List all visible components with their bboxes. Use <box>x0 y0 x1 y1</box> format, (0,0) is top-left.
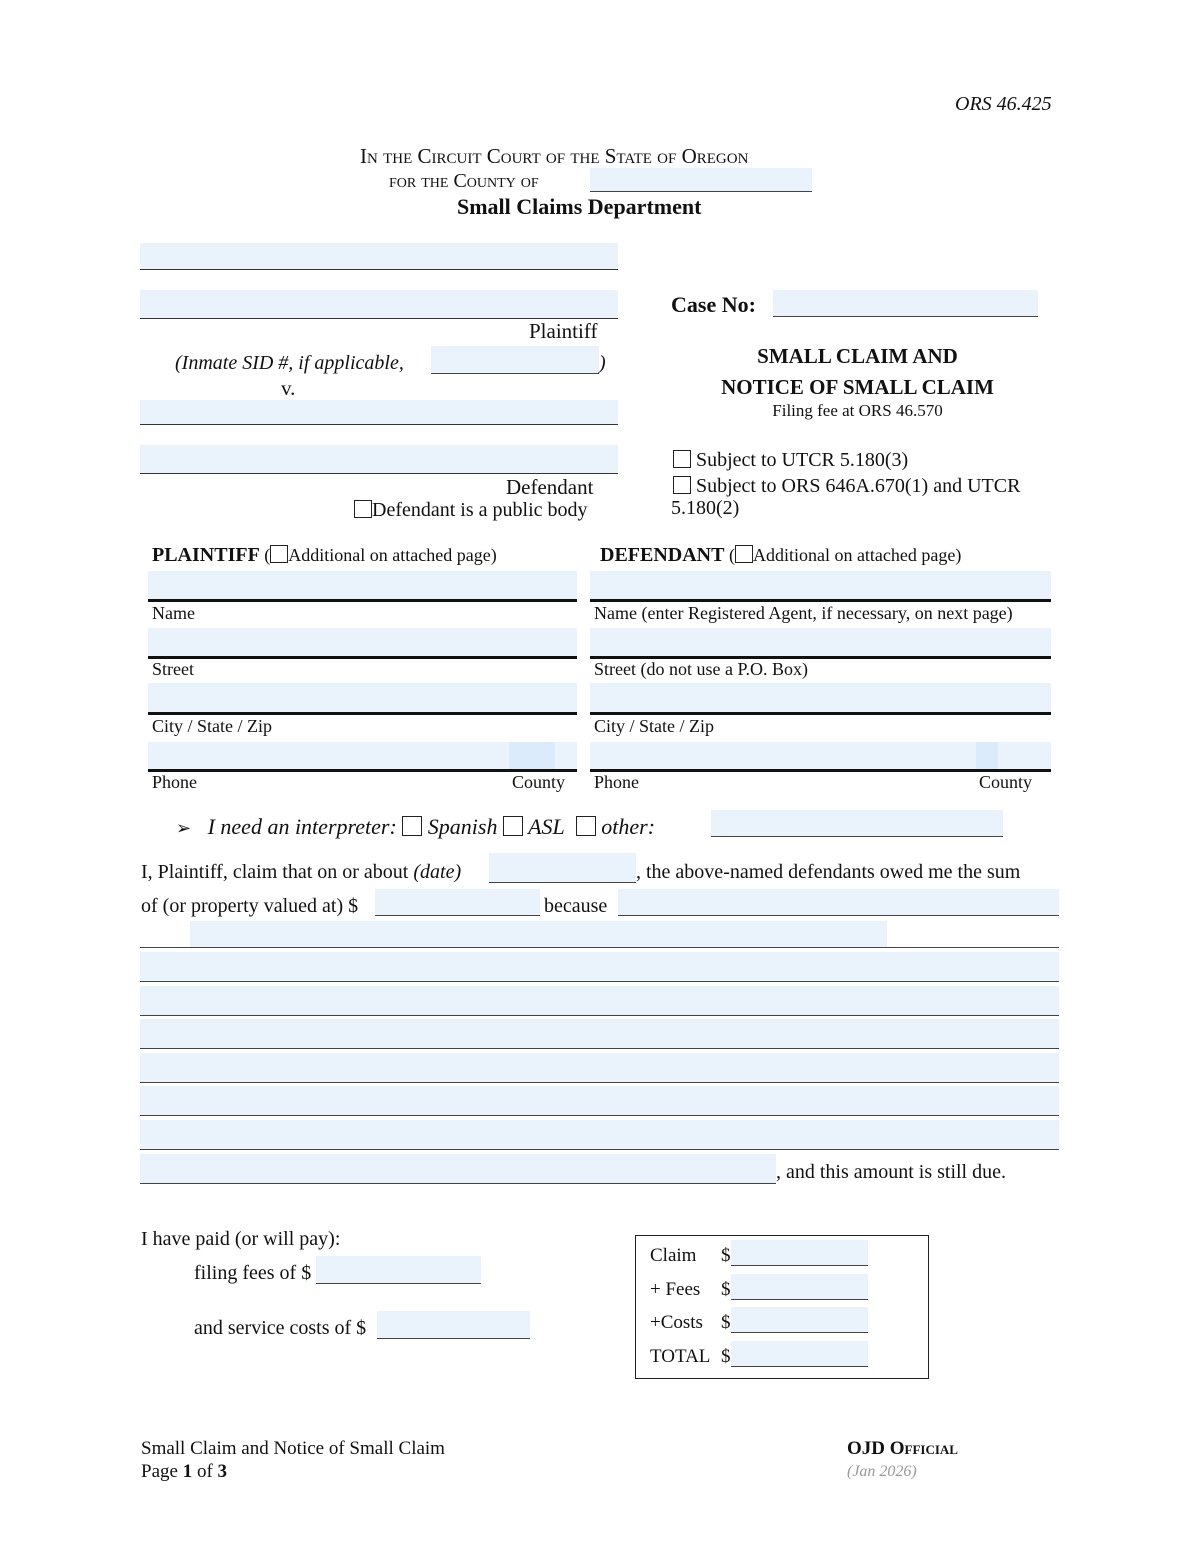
defendant-additional-checkbox[interactable] <box>735 545 753 563</box>
defendant-caption-line2[interactable] <box>140 445 618 474</box>
plaintiff-caption-line1[interactable] <box>140 243 618 270</box>
claim-line2-b: because <box>544 895 608 917</box>
plaintiff-label: Plaintiff <box>529 319 598 343</box>
department-title: Small Claims Department <box>457 194 702 219</box>
page-total: 3 <box>217 1461 228 1482</box>
subject-utcr-row <box>673 449 908 472</box>
defendant-phone-label: Phone <box>594 772 639 792</box>
defendant-name-label: Name (enter Registered Agent, if necessary, on next page) <box>594 603 1013 623</box>
plaintiff-additional-checkbox[interactable] <box>270 545 288 563</box>
interpreter-label: I need an interpreter: <box>207 814 397 839</box>
defendant-additional-label: Additional on attached page) <box>752 545 962 565</box>
totals-claim-label: Claim <box>650 1245 697 1266</box>
asl-label: ASL <box>528 814 565 839</box>
plaintiff-city-label: City / State / Zip <box>152 716 272 736</box>
defendant-city-label: City / State / Zip <box>594 716 714 736</box>
inmate-sid-close: ) <box>599 352 606 374</box>
interpreter-row <box>176 814 655 840</box>
because-input-2[interactable] <box>190 921 887 947</box>
because-input-6[interactable] <box>140 1053 1059 1083</box>
of-word: of <box>196 1461 213 1482</box>
plaintiff-city-input[interactable] <box>148 683 577 715</box>
claim-date-input[interactable] <box>489 853 636 883</box>
page-word: Page <box>141 1461 178 1482</box>
paid-intro: I have paid (or will pay): <box>141 1228 341 1250</box>
totals-total-label: TOTAL <box>650 1346 711 1367</box>
totals-fees-dollar: $ <box>721 1279 731 1300</box>
case-no-input[interactable] <box>773 290 1038 317</box>
form-title-line1: SMALL CLAIM AND <box>757 344 958 368</box>
totals-fees-label: + Fees <box>650 1279 701 1300</box>
court-name-line1: In the Circuit Court of the State of Oregon <box>360 144 749 168</box>
page-number: 1 <box>182 1461 193 1482</box>
footer-page <box>141 1461 227 1483</box>
totals-total-input[interactable] <box>731 1341 868 1367</box>
statute-reference: ORS 46.425 <box>955 93 1052 115</box>
public-body-label: Defendant is a public body <box>372 499 588 521</box>
public-body-row <box>354 499 588 522</box>
ojd-official-label: OJD Official <box>847 1438 958 1459</box>
plaintiff-county-label: County <box>512 772 566 792</box>
county-input[interactable] <box>590 168 812 192</box>
form-title-line2: NOTICE OF SMALL CLAIM <box>721 375 994 399</box>
claim-intro: I, Plaintiff, claim that on or about <box>141 861 409 883</box>
other-checkbox[interactable] <box>576 816 596 836</box>
totals-fees-input[interactable] <box>731 1274 868 1300</box>
defendant-label: Defendant <box>506 475 594 499</box>
because-input-9[interactable] <box>140 1154 776 1184</box>
spanish-checkbox[interactable] <box>402 816 422 836</box>
plaintiff-county-input[interactable] <box>509 742 555 769</box>
service-costs-input[interactable] <box>377 1311 530 1339</box>
plaintiff-heading-row <box>152 544 497 567</box>
plaintiff-caption-line2[interactable] <box>140 290 618 319</box>
plaintiff-street-input[interactable] <box>148 628 577 659</box>
other-label: other: <box>601 814 656 839</box>
case-no-label: Case No: <box>671 292 756 317</box>
because-input-1[interactable] <box>618 889 1059 916</box>
plaintiff-phone-label: Phone <box>152 772 197 792</box>
plaintiff-additional-label: Additional on attached page) <box>288 545 497 565</box>
totals-costs-label: +Costs <box>650 1312 703 1333</box>
date-label: (date) <box>413 861 462 883</box>
subject-utcr-label: Subject to UTCR 5.180(3) <box>696 449 909 471</box>
other-language-input[interactable] <box>711 810 1003 837</box>
totals-total-dollar: $ <box>721 1346 731 1367</box>
defendant-heading: DEFENDANT <box>600 544 725 566</box>
open-paren: ( <box>728 545 735 565</box>
form-date: (Jan 2026) <box>847 1463 917 1480</box>
subject-ors-checkbox[interactable] <box>673 476 691 494</box>
service-costs-label: and service costs of $ <box>194 1317 367 1339</box>
because-input-7[interactable] <box>140 1086 1059 1116</box>
footer-form-name: Small Claim and Notice of Small Claim <box>141 1438 445 1459</box>
filing-fees-input[interactable] <box>316 1256 481 1284</box>
totals-costs-input[interactable] <box>731 1307 868 1333</box>
subject-ors-label: Subject to ORS 646A.670(1) and UTCR <box>696 475 1021 497</box>
versus-label: v. <box>281 376 296 400</box>
claim-amount-input[interactable] <box>375 889 540 916</box>
court-name-line2: for the County of <box>389 170 539 192</box>
because-input-4[interactable] <box>140 986 1059 1016</box>
still-due-text: , and this amount is still due. <box>776 1161 1006 1183</box>
claim-line2-a: of (or property valued at) $ <box>141 895 359 917</box>
totals-costs-dollar: $ <box>721 1312 731 1333</box>
filing-fees-label: filing fees of $ <box>194 1262 312 1284</box>
spanish-label: Spanish <box>427 814 498 839</box>
plaintiff-street-label: Street <box>152 659 194 679</box>
plaintiff-name-label: Name <box>152 603 195 623</box>
filing-fee-note: Filing fee at ORS 46.570 <box>772 401 943 420</box>
open-paren: ( <box>264 545 271 565</box>
claim-line1-a <box>141 861 461 884</box>
because-line-2-rule <box>140 947 1059 948</box>
because-input-8[interactable] <box>140 1120 1059 1150</box>
subject-ors-label-cont: 5.180(2) <box>671 497 740 519</box>
because-input-5[interactable] <box>140 1019 1059 1049</box>
defendant-city-input[interactable] <box>590 683 1051 715</box>
because-input-3[interactable] <box>140 952 1059 982</box>
defendant-name-input[interactable] <box>590 571 1051 602</box>
totals-claim-input[interactable] <box>731 1240 868 1266</box>
claim-line1-b: , the above-named defendants owed me the sum <box>636 861 1021 883</box>
plaintiff-heading: PLAINTIFF <box>152 544 260 566</box>
defendant-street-input[interactable] <box>590 628 1051 659</box>
plaintiff-name-input[interactable] <box>148 571 577 602</box>
defendant-county-label: County <box>979 772 1033 792</box>
defendant-county-input[interactable] <box>976 742 998 769</box>
public-body-checkbox[interactable] <box>354 500 372 518</box>
subject-ors-row <box>673 475 1020 498</box>
defendant-street-label: Street (do not use a P.O. Box) <box>594 659 808 679</box>
inmate-sid-label: (Inmate SID #, if applicable, <box>175 352 404 374</box>
asl-checkbox[interactable] <box>503 816 523 836</box>
defendant-heading-row <box>600 544 961 567</box>
arrow-icon: ➢ <box>176 818 192 838</box>
subject-utcr-checkbox[interactable] <box>673 450 691 468</box>
totals-claim-dollar: $ <box>721 1245 731 1266</box>
